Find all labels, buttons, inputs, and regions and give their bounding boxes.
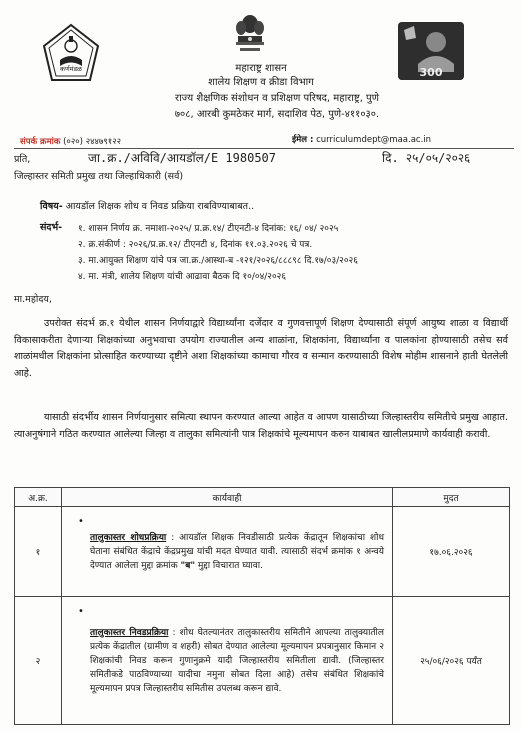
subject-label: विषय- — [40, 201, 63, 212]
contact-line — [20, 136, 121, 147]
subject-text: आयडॉल शिक्षक शोध व निवड प्रक्रिया राबविण्याबाबत.. — [65, 201, 255, 212]
row-bold-ref: "ब" — [180, 560, 196, 571]
references-list — [78, 221, 358, 285]
row-title: तालुकास्तर निवडप्रक्रिया — [90, 627, 169, 638]
office-address: ७०८, आरबी कुमठेकर मार्ग, सदाशिव पेठ, पुणे-४११०३०. — [174, 109, 380, 120]
govt-title: महाराष्ट्र शासन — [235, 63, 287, 74]
references-label: संदर्भ- — [40, 222, 63, 233]
col-action: कार्यवाही — [62, 488, 393, 507]
salutation: मा.महोदय, — [14, 294, 52, 305]
row-action — [62, 507, 393, 597]
reference-item: ३. मा.आयुक्त शिक्षण यांचे पत्र जा.क्र./आस्था-ब -१२१/२०२६/८८८९८ दि.१७/०३/२०२६ — [78, 256, 358, 266]
reference-item: ४. मा. मंत्री, शालेय शिक्षण यांची आढावा बैठक दि १०/०४/२०२६ — [78, 272, 287, 282]
table-row — [15, 597, 510, 725]
contact-label: संपर्क क्रमांक — [20, 137, 61, 147]
paragraph-1: उपरोक्त संदर्भ क्र.१ येथील शासन निर्णयाद्वारे विद्यार्थ्यांना दर्जेदार व गुणवत्तापूर्ण शिक्षण देण्यासाठी संपूर्ण आयुष्य शाळा व विद्यार्थी विकासाकरीता देणाऱ्या शिक्षकांच्या अनुभवाचा उपयोग राज्यातील अन्य शाळांना, शिक्षकांना, विद्यार्थ्यांना व पालकांना होण्यासाठी तसेच सर्व शाळांमधील शिक्षकांना प्रोत्साहित करण्याच्या दृष्टीने अशा शिक्षकांच्या कामाचा गौरव व सन्मान करण्यासाठी विशेष मोहीम शासनाने हाती घेतलेली आहे. — [14, 318, 508, 379]
logo-right-number: 300 — [419, 66, 443, 79]
bullet-icon: • — [78, 516, 84, 527]
to-label: प्रति, — [14, 154, 31, 165]
email-line — [292, 134, 431, 145]
action-table — [14, 487, 510, 725]
reference-item: १. शासन निर्णय क्र. नमाशा-२०२५/ प्र.क्र.१४/ टीएनटी-४ दिनांक: १६/ ०४/ २०२५ — [78, 224, 339, 234]
recipient: जिल्हास्तर समिती प्रमुख तथा जिल्हाधिकारी (सर्व) — [14, 171, 184, 182]
row-title: तालुकास्तर शोधप्रक्रिया — [90, 532, 167, 543]
logo-left-caption: कर्णमंडळ — [60, 65, 82, 73]
row-number: १ — [15, 507, 62, 597]
col-serial: अ.क्र. — [15, 488, 62, 507]
subject-line — [40, 200, 254, 214]
state-emblem-icon — [232, 12, 268, 60]
email-label: ईमेल : — [292, 135, 314, 145]
council-title: राज्य शैक्षणिक संशोधन व प्रशिक्षण परिषद, महाराष्ट्र, पुणे — [175, 93, 379, 104]
reference-number: जा.क्र./अविवि/आयडॉल/E 1980507 — [88, 151, 276, 165]
table-row — [15, 507, 510, 597]
row-action — [62, 597, 393, 725]
row-deadline: २५/०६/२०२६ पर्यंत — [393, 597, 510, 725]
table-header-row — [15, 488, 510, 507]
row-body: : आयडॉल शिक्षक निवडीसाठी प्रत्येक केंद्रातून शिक्षकांचा शोध घेताना संबंधित केंद्राचे केंद्रप्रमुख यांची मदत घेण्यात यावी. त्यासाठी संदर्भ क्रमांक १ अन्वये देण्यात आलेला मुद्दा क्रमांक — [90, 532, 384, 571]
paragraph-2: यासाठी संदर्भीय शासन निर्णयानुसार समित्या स्थापन करण्यात आल्या आहेत व आपण यासाठीच्या जिल्हास्तरीय समितीचे प्रमुख आहात. त्याअनुषंगाने गठित करण्यात आलेल्या जिल्हा व तालुका समित्यांनी पात्र शिक्षकांचे मूल्यमापन करुन याबाबत खालीलप्रमाणे कार्यवाही करावी. — [14, 412, 508, 440]
email-address[interactable]: curriculumdept@maa.ac.in — [316, 135, 432, 145]
row-number: २ — [15, 597, 62, 725]
dept-title: शालेय शिक्षण व क्रीडा विभाग — [208, 77, 314, 88]
row-body: : शोध घेतल्यानंतर तालुकास्तरीय समितीने आपल्या तालुक्यातील प्रत्येक केंद्रातील (ग्रामीण व शहरी) सोबत देण्यात आलेल्या मूल्यमापन प्रपत्रानुसार किमान २ शिक्षकांची निवड करून गुणानुक्रमे यादी जिल्हास्तरीय समितीला द्यावी. (जिल्हास्तर समितीकडे पाठविण्याच्या यादीचा नमुना सोबत दिला आहे) तसेच संबंधित शिक्षकांचे मूल्यमापन प्रपत्र जिल्हास्तरीय समितीस उपलब्ध करून द्यावे. — [90, 627, 384, 694]
reference-item: २. क्र.संकीर्ण : २०२६/प्र.क्र.१२/ टीएनटी ४, दिनांक ११.०३.२०२६ चे पत्र. — [78, 240, 313, 250]
row-tail: मुद्दा विचारात घ्यावा. — [197, 560, 264, 571]
row-deadline: १७.०६.२०२६ — [393, 507, 510, 597]
col-deadline: मुदत — [393, 488, 510, 507]
bullet-icon: • — [78, 606, 84, 617]
letter-date: दि. २५/०५/२०२६ — [382, 151, 471, 165]
contact-number: (०२०) २४४७९१२२ — [63, 137, 122, 147]
